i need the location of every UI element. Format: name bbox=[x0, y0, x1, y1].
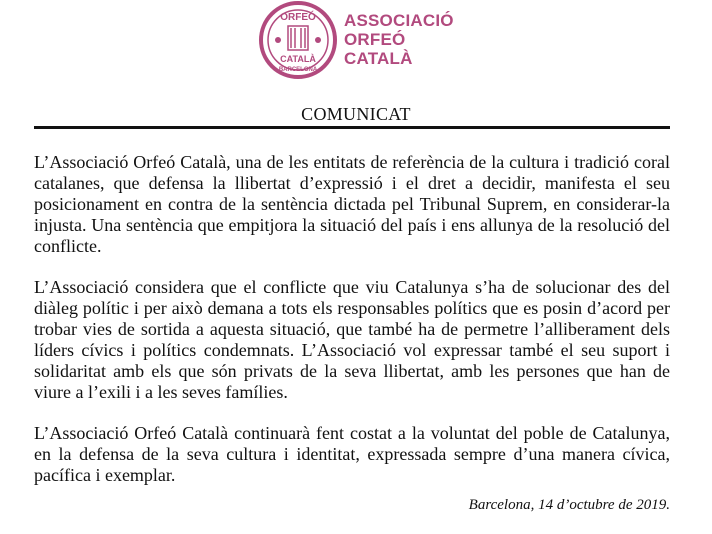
brand-line-2: ORFEÓ bbox=[344, 30, 406, 49]
title-divider bbox=[34, 126, 670, 129]
paragraph-1: L’Associació Orfeó Català, una de les entitats de referència de la cultura i tradició coral catalanes, que defensa la llibertat d’expressió i el dret a decidir, manifesta el seu posicionament en contra de la sentència dictada pel Tribunal Suprem, en considerar-la injusta. Una sentència que empitjora la situació del país i ens allunya de la resolució del conflicte. bbox=[34, 152, 670, 256]
paragraph-3: L’Associació Orfeó Català continuarà fent costat a la voluntat del poble de Catalunya, en la defensa de la seva cultura i identitat, expressada sempre d’una manera cívica, pacífica i exemplar. bbox=[34, 423, 670, 485]
svg-text:CATALÀ: CATALÀ bbox=[280, 54, 316, 64]
brand-name bbox=[344, 11, 454, 68]
svg-text:ORFEÓ: ORFEÓ bbox=[280, 12, 316, 23]
header bbox=[258, 0, 458, 80]
page-title: COMUNICAT bbox=[301, 104, 411, 124]
brand-line-3: CATALÀ bbox=[344, 49, 413, 68]
signature-date: Barcelona, 14 d’octubre de 2019. bbox=[468, 497, 670, 513]
brand-line-1: ASSOCIACIÓ bbox=[344, 11, 454, 30]
paragraph-2: L’Associació considera que el conflicte que viu Catalunya s’ha de solucionar des del diàleg polític i per això demana a tots els responsables polítics que es posin d’acord per trobar vies de sortida a aquesta situació, que també ha de permetre l’alliberament dels líders cívics i polítics condemnats. L’Associació vol expressar també el seu suport i solidaritat amb els que són privats de la seva llibertat, amb les persones que han de viure a l’exili i a les seves famílies. bbox=[34, 277, 670, 402]
orfeo-catala-seal-logo bbox=[258, 0, 338, 80]
document-body bbox=[34, 152, 670, 506]
svg-text:BARCELONA: BARCELONA bbox=[278, 67, 318, 73]
